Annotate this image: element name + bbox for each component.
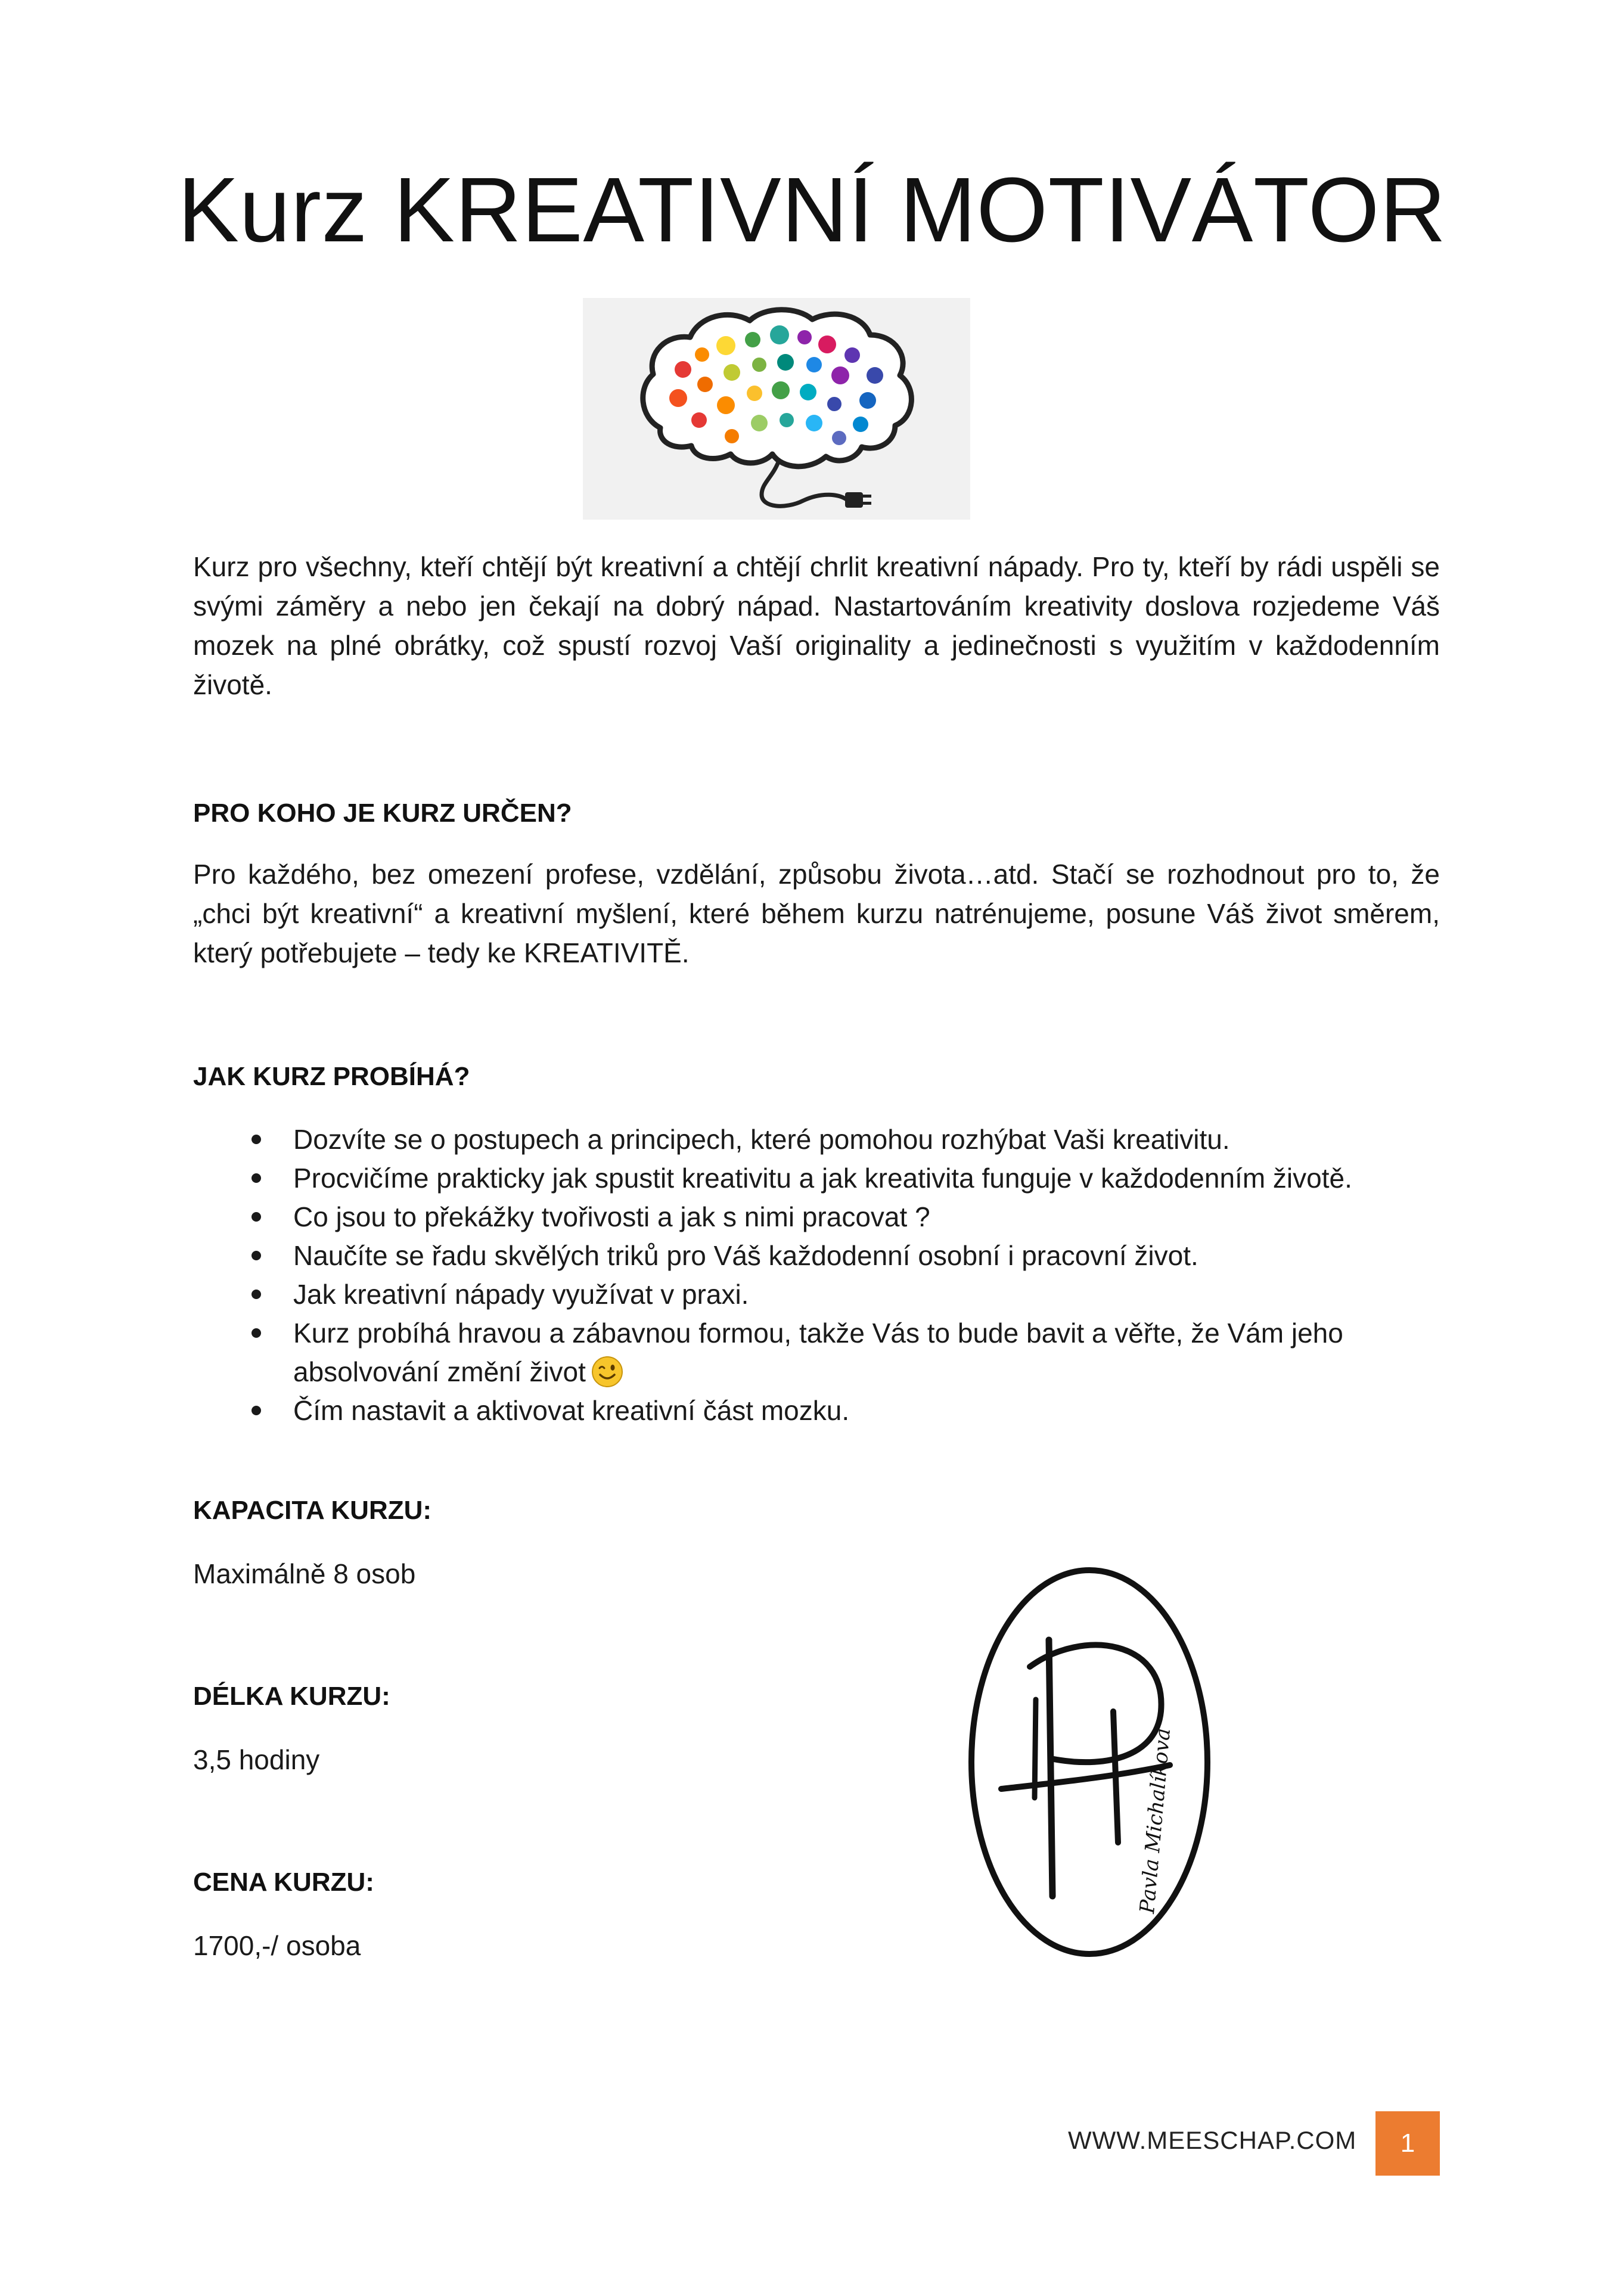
capacity-heading: KAPACITA KURZU:	[193, 1496, 432, 1525]
list-item-text: Jak kreativní nápady využívat v praxi.	[293, 1279, 749, 1310]
list-item	[193, 1159, 1440, 1198]
list-item	[193, 1236, 1440, 1275]
price-value: 1700,-/ osoba	[193, 1930, 361, 1961]
page-number-badge: 1	[1375, 2111, 1440, 2176]
for-whom-paragraph: Pro každého, bez omezení profese, vzdělání, způsobu života…atd. Stačí se rozhodnout pro to, že „chci být kreativní“ a kreativní myšlení, které během kurzu natrénujeme, posune Váš život směrem, který potřebujete – tedy ke KREATIVITĚ.	[193, 859, 1440, 968]
duration-heading: DÉLKA KURZU:	[193, 1682, 390, 1711]
brain-illustration	[583, 298, 970, 520]
bullet-icon	[251, 1328, 261, 1338]
signature-text: Pavla Michalíková	[1135, 1727, 1176, 1915]
page-title: Kurz KREATIVNÍ MOTIVÁTOR	[178, 159, 1446, 261]
signature-seal-icon	[964, 1562, 1215, 1962]
list-item	[193, 1198, 1440, 1236]
list-item	[193, 1120, 1440, 1159]
list-item-text: Kurz probíhá hravou a zábavnou formou, takže Vás to bude bavit a věřte, že Vám jeho absolvování změní život	[293, 1318, 1343, 1387]
bullet-icon	[251, 1251, 261, 1260]
list-item-text: Co jsou to překážky tvořivosti a jak s nimi pracovat ?	[293, 1201, 930, 1232]
price-heading: CENA KURZU:	[193, 1868, 374, 1897]
bullet-icon	[251, 1406, 261, 1415]
footer-url: WWW.MEESCHAP.COM	[1068, 2126, 1357, 2154]
bullet-icon	[251, 1173, 261, 1183]
list-item-text: Čím nastavit a aktivovat kreativní část mozku.	[293, 1395, 850, 1426]
list-item-text: Dozvíte se o postupech a principech, které pomohou rozhýbat Vaši kreativitu.	[293, 1124, 1230, 1155]
list-item	[193, 1314, 1440, 1391]
winking-face-icon	[591, 1355, 624, 1388]
bullet-icon	[251, 1212, 261, 1222]
for-whom-heading: PRO KOHO JE KURZ URČEN?	[193, 799, 572, 828]
duration-value: 3,5 hodiny	[193, 1744, 320, 1775]
brain-idea-icon	[583, 298, 970, 520]
list-item	[193, 1275, 1440, 1314]
list-item-text: Procvičíme prakticky jak spustit kreativitu a jak kreativita funguje v každodenním životě.	[293, 1163, 1352, 1194]
how-list	[193, 1120, 1440, 1430]
list-item-text: Naučíte se řadu skvělých triků pro Váš každodenní osobní i pracovní život.	[293, 1240, 1198, 1271]
how-heading: JAK KURZ PROBÍHÁ?	[193, 1062, 470, 1091]
capacity-value: Maximálně 8 osob	[193, 1558, 416, 1589]
bullet-icon	[251, 1290, 261, 1299]
bullet-icon	[251, 1135, 261, 1144]
list-item	[193, 1391, 1440, 1430]
signature-seal	[964, 1562, 1215, 1962]
intro-paragraph: Kurz pro všechny, kteří chtějí být kreativní a chtějí chrlit kreativní nápady. Pro ty, kteří by rádi uspěli se svými záměry a nebo jen čekají na dobrý nápad. Nastartováním kreativity doslova rozjedeme Váš mozek na plné obrátky, což spustí rozvoj Vaší originality a jedinečnosti s využitím v každodenním životě.	[193, 551, 1440, 700]
